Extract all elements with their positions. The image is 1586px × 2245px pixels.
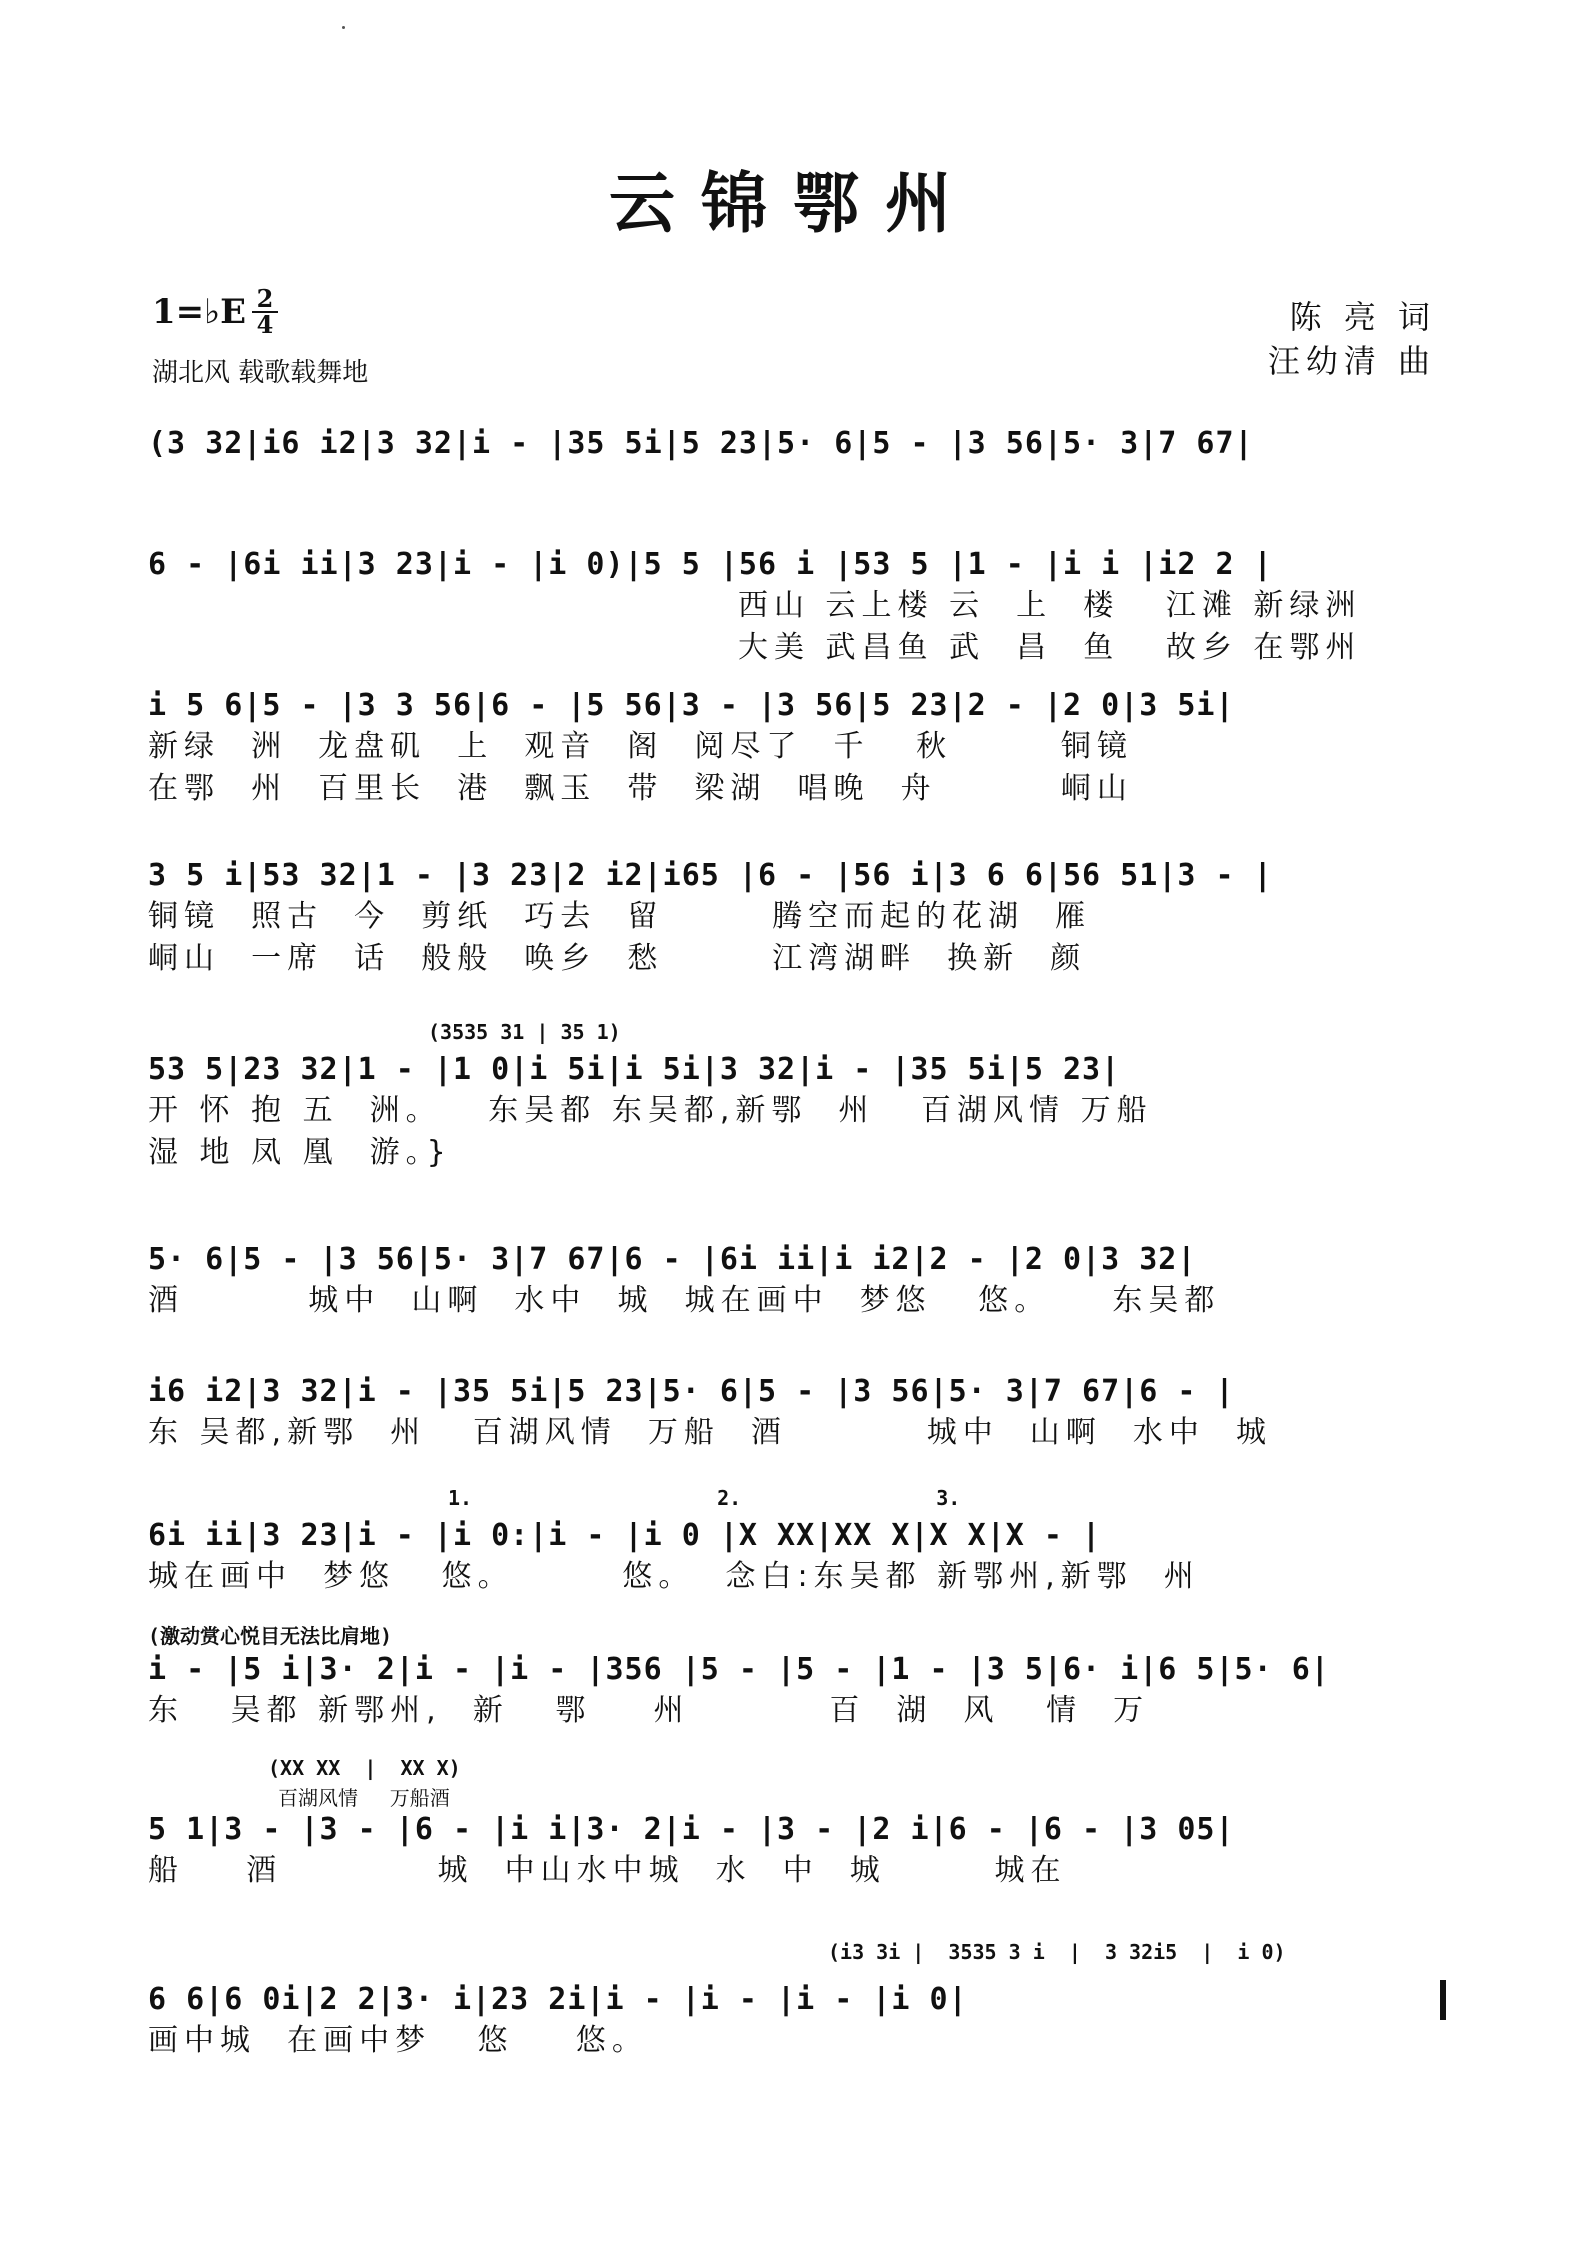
lyric-line: 画中城 在画中梦 悠 悠。 [148,2023,648,2058]
notation-line: 6i ii|3 23|i - |i 0:|i - |i 0 |X XX|XX X|X X|X - | [148,1518,1102,1553]
notation-line: 5 1|3 - |3 - |6 - |i i|3· 2|i - |3 - |2 i|6 - |6 - |3 05| [148,1812,1235,1847]
lyric-line: 东 吴都,新鄂 州 百湖风情 万船 酒 城中 山啊 水中 城 [148,1415,1272,1450]
lyric-verse-1: 铜镜 照古 今 剪纸 巧去 留 腾空而起的花湖 雁 [148,899,1092,934]
staff-system-6 [148,1240,1448,1322]
accompaniment-line: (XX XX | XX X) [268,1756,461,1780]
tempo-marking: 湖北风 载歌载舞地 [152,358,369,388]
staff-system-4 [148,856,1448,980]
volta-brackets [148,1486,1448,1516]
notation-line: 6 6|6 0i|2 2|3· i|23 2i|i - |i - |i - |i 0| [148,1982,968,2017]
notation-line: 53 5|23 32|1 - |1 0|i 5i|i 5i|3 32|i - |35 5i|5 23| [148,1052,1121,1087]
stray-dot [342,26,345,29]
lyric-verse-1: 开 怀 抱 五 洲。 东吴都 东吴都,新鄂 州 百湖风情 万船 [148,1093,1153,1128]
staff-system-9 [148,1620,1448,1732]
staff-system-1 [148,424,1448,464]
time-signature-upper: 2 [256,284,274,313]
key-signature: 1=♭E [152,292,247,332]
lyric-line: 城在画中 梦悠 悠。 悠。 念白:东吴都 新鄂州,新鄂 州 [148,1559,1200,1594]
lyric-line: 船 酒 城 中山水中城 水 中 城 城在 [148,1853,1067,1888]
staff-system-5 [148,1020,1448,1174]
notation-line: 3 5 i|53 32|1 - |3 23|2 i2|i65 |6 - |56 i|3 6 6|56 51|3 - | [148,858,1273,893]
final-barline [1440,1980,1446,2020]
time-signature-lower: 4 [256,310,274,339]
lyricist-credit: 陈 亮 词 [1289,298,1436,336]
lyric-verse-1: 新绿 洲 龙盘矶 上 观音 阁 阅尽了 千 秋 铜镜 [148,729,1133,764]
staff-system-10 [148,1756,1448,1892]
performance-instruction: (激动赏心悦目无法比肩地) [148,1624,393,1648]
time-signature [252,284,278,339]
ending-1-label: 1. [448,1486,473,1510]
staff-system-8 [148,1486,1448,1598]
staff-system-7 [148,1372,1448,1454]
composer-credit: 汪幼清 曲 [1267,342,1436,380]
notation-line: i - |5 i|3· 2|i - |i - |356 |5 - |5 - |1 - |3 5|6· i|6 5|5· 6| [148,1652,1330,1687]
lyric-verse-2: 峒山 一席 话 般般 唤乡 愁 江湾湖畔 换新 颜 [148,941,1087,976]
notation-line: 6 - |6i ii|3 23|i - |i 0)|5 5 |56 i |53 5 |1 - |i i |i2 2 | [148,547,1273,582]
staff-system-11 [148,1940,1448,2062]
ending-2-label: 2. [717,1486,742,1510]
ending-3-label: 3. [936,1486,961,1510]
staff-system-3 [148,686,1448,810]
accompaniment-line: (3535 31 | 35 1) [428,1020,621,1044]
accompaniment-lyric: 百湖风情 万船酒 [278,1786,450,1810]
lyric-verse-2: 在鄂 州 百里长 港 飘玉 带 梁湖 唱晚 舟 峒山 [148,771,1133,806]
accompaniment-line: (i3 3i | 3535 3 i | 3 32i5 | i 0) [828,1940,1286,1964]
notation-line: (3 32|i6 i2|3 32|i - |35 5i|5 23|5· 6|5 - |3 56|5· 3|7 67| [148,426,1254,461]
lyric-verse-2: 大美 武昌鱼 武 昌 鱼 故乡 在鄂州 [738,630,1362,665]
staff-system-2 [148,545,1448,669]
lyric-line: 东 吴都 新鄂州, 新 鄂 州 百 湖 风 情 万 [148,1693,1150,1728]
notation-line: 5· 6|5 - |3 56|5· 3|7 67|6 - |6i ii|i i2|2 - |2 0|3 32| [148,1242,1197,1277]
lyric-line: 酒 城中 山啊 水中 城 城在画中 梦悠 悠。 东吴都 [148,1283,1221,1318]
notation-line: i 5 6|5 - |3 3 56|6 - |5 56|3 - |3 56|5 23|2 - |2 0|3 5i| [148,688,1235,723]
lyric-verse-1: 西山 云上楼 云 上 楼 江滩 新绿洲 [738,588,1362,623]
lyric-verse-2: 湿 地 凤 凰 游。} [148,1135,452,1170]
song-title: 云锦鄂州 [609,164,977,242]
notation-line: i6 i2|3 32|i - |35 5i|5 23|5· 6|5 - |3 56|5· 3|7 67|6 - | [148,1374,1235,1409]
